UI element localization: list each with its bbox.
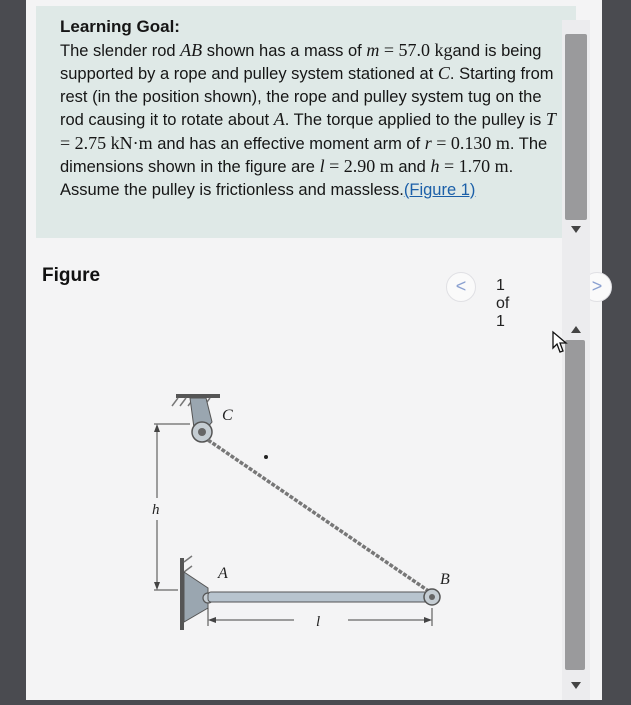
scroll-down-bottom-icon[interactable] xyxy=(571,682,581,689)
figure-heading: Figure xyxy=(42,265,101,286)
label-l: l xyxy=(316,614,321,630)
figure-1-link[interactable]: (Figure 1) xyxy=(403,180,476,199)
rod-ab xyxy=(208,592,432,602)
scrollbar-thumb-bottom[interactable] xyxy=(565,340,585,670)
label-a: A xyxy=(218,565,228,582)
mouse-cursor-icon xyxy=(548,330,570,356)
rope xyxy=(208,440,430,592)
label-b: B xyxy=(440,571,450,588)
content-panel xyxy=(26,0,602,700)
learning-goal-text: The slender rod AB shown has a mass of m = 57.0 kgand is being supported by a rope and pulley system stationed at C. Starting from rest (in the position shown), the rope and pulley system tug on the rod causing it to rotate about A. The torque applied to the pulley is T = 2.75 kN·m and has an effective moment arm of r = 0.130 m. The dimensions shown in the figure are l = 2.90 m and h = 1.70 m. Assume the pulley is frictionless and massless.(Figure 1) xyxy=(60,39,556,199)
previous-figure-button[interactable] xyxy=(446,272,476,302)
chevron-right-icon: > xyxy=(591,276,603,296)
figure-page-count: 1 of 1 xyxy=(496,277,510,330)
label-c: C xyxy=(222,407,233,424)
learning-goal-box xyxy=(36,6,576,238)
label-h: h xyxy=(152,502,160,518)
scroll-up-icon[interactable] xyxy=(571,326,581,333)
figure-diagram xyxy=(26,310,586,700)
rod-pulley-diagram xyxy=(26,310,586,700)
learning-goal-title: Learning Goal: xyxy=(60,17,180,36)
chevron-left-icon: < xyxy=(455,276,467,296)
scrollbar-thumb-top[interactable] xyxy=(565,34,587,220)
scroll-down-icon[interactable] xyxy=(571,226,581,233)
